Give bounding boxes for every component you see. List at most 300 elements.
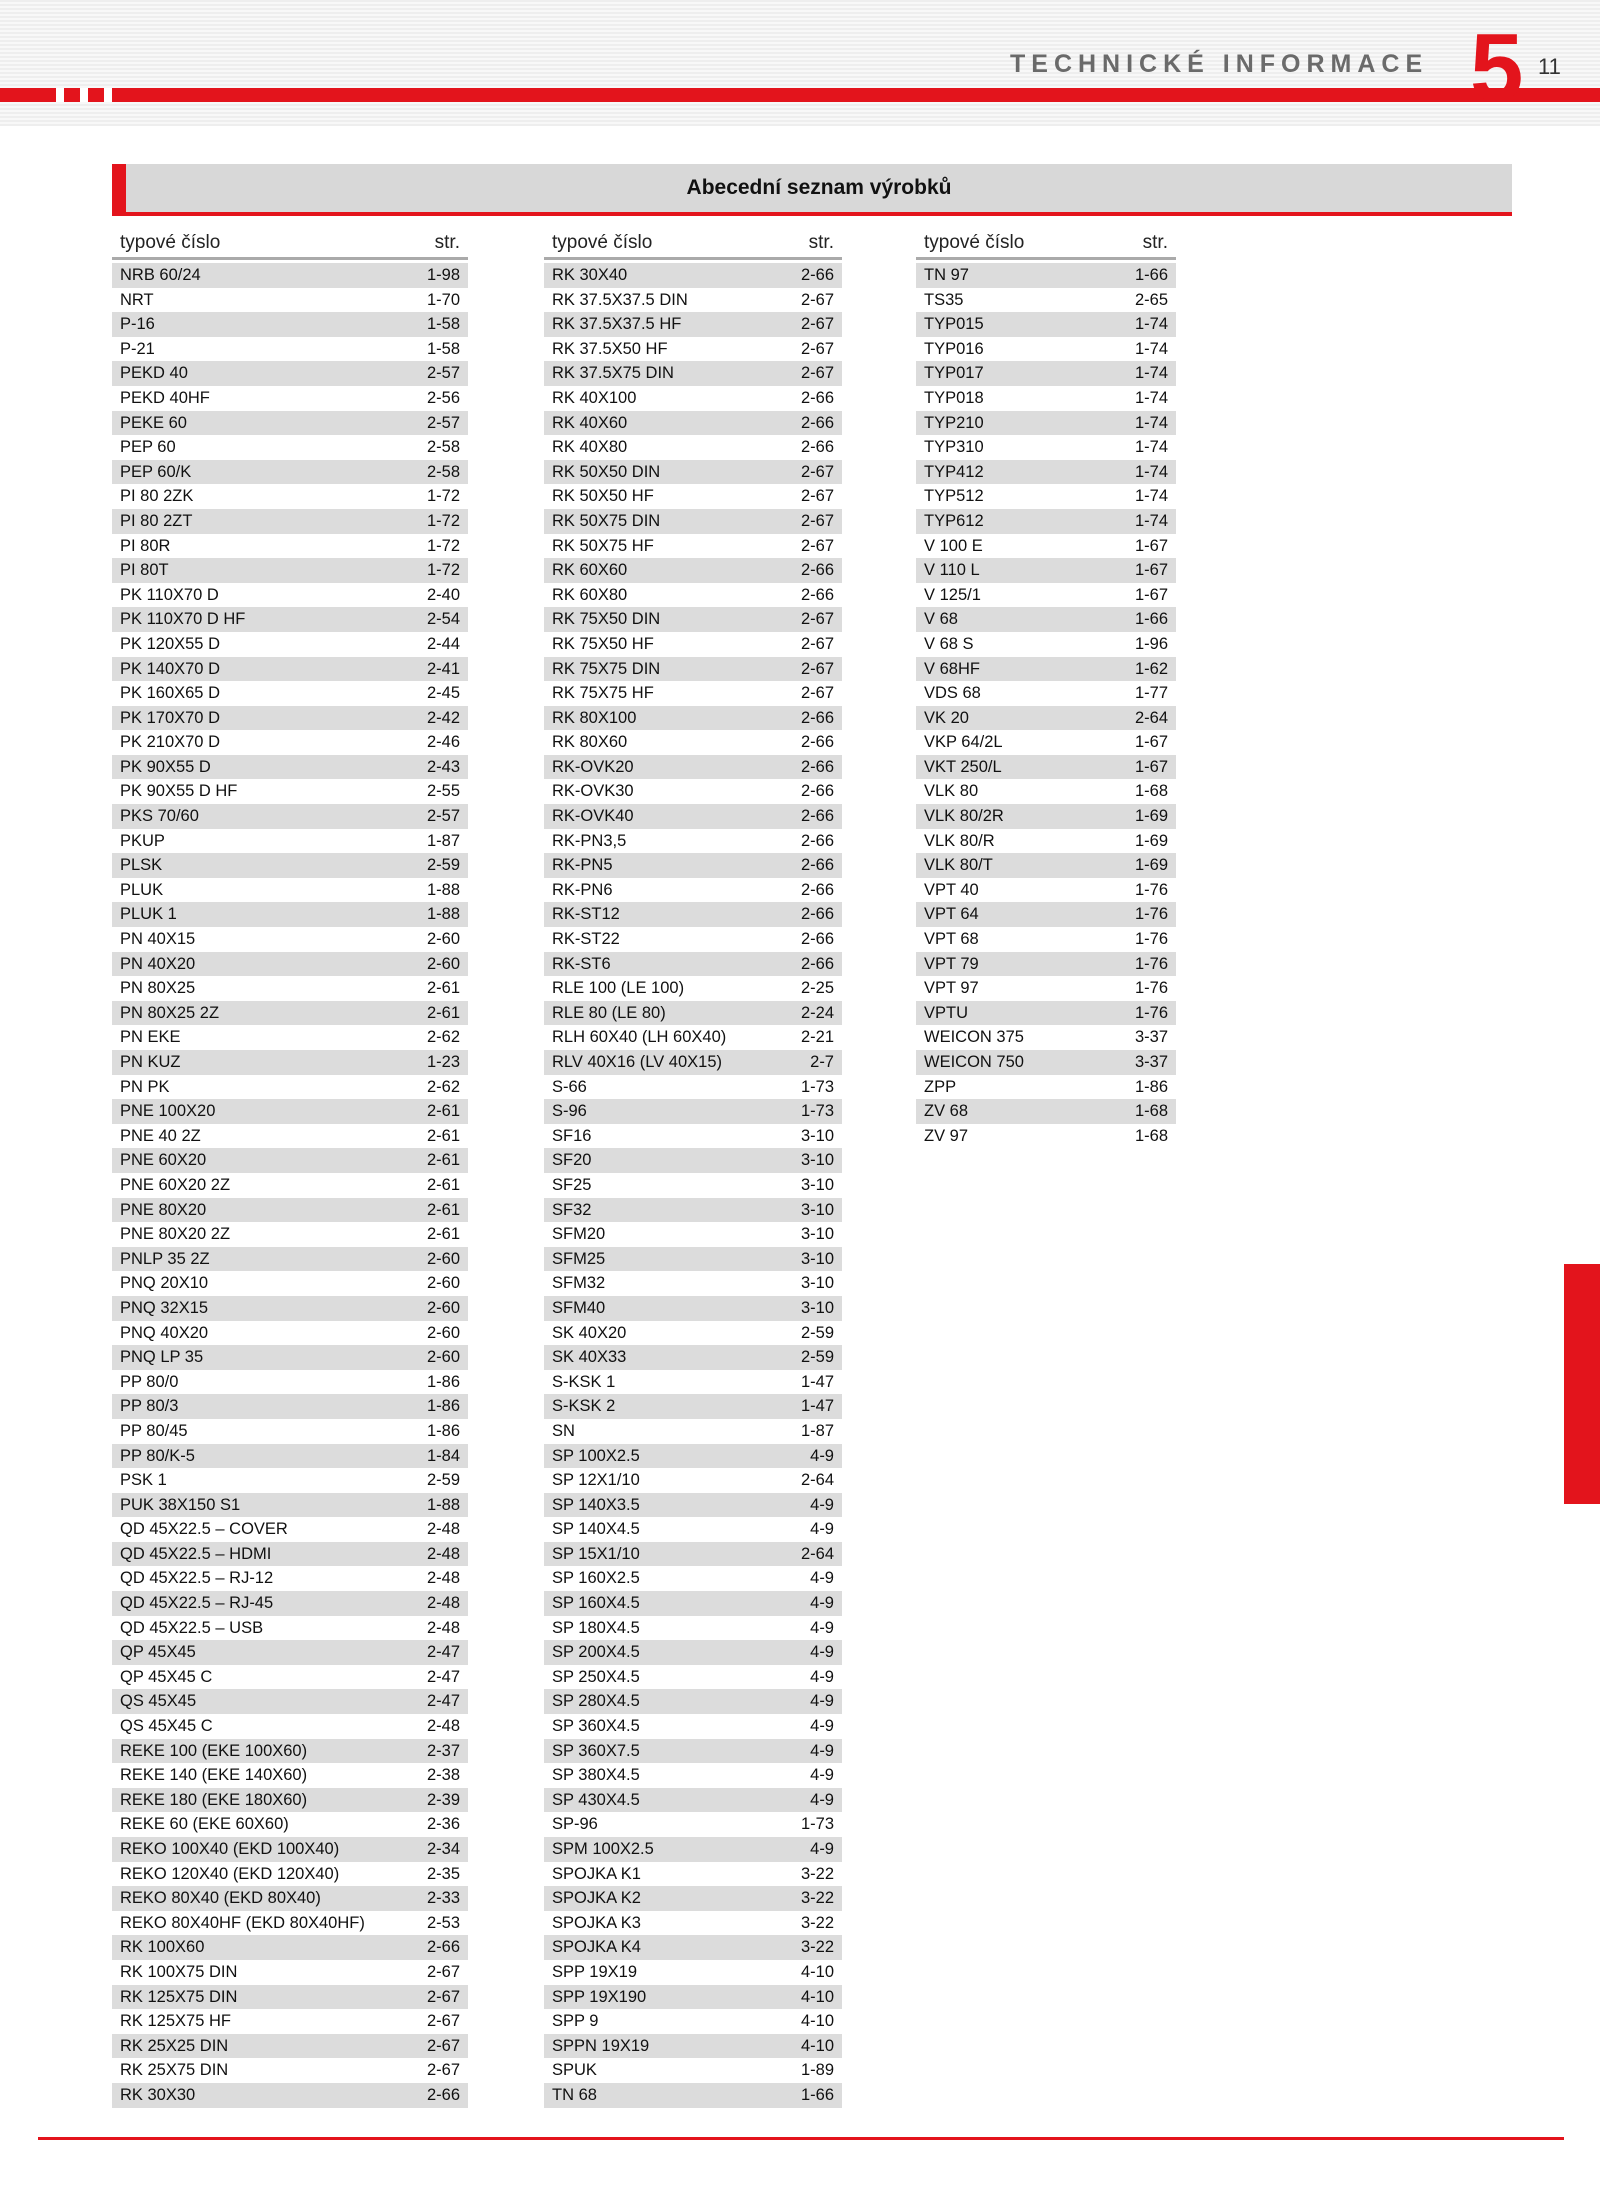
index-row: [544, 1665, 842, 1690]
index-row: [544, 1640, 842, 1665]
index-row: [544, 1198, 842, 1223]
page-ref: 3-37: [1134, 1053, 1168, 1071]
product-type: PK 120X55 D: [120, 634, 220, 653]
page-ref: 1-47: [800, 1397, 834, 1416]
index-row: [112, 361, 468, 386]
page-ref: 2-47: [426, 1667, 460, 1686]
product-type: PN 80X25 2Z: [120, 1003, 220, 1022]
column-header-name: typové číslo: [552, 232, 653, 253]
product-type: TYP017: [924, 364, 984, 383]
product-type: PUK 38X150 S1: [120, 1495, 241, 1514]
index-row: [112, 1566, 468, 1591]
index-row: [916, 361, 1176, 386]
page-ref: 1-74: [1134, 388, 1168, 407]
index-row: [544, 1099, 842, 1124]
page-ref: 2-67: [426, 1962, 460, 1981]
index-row: [916, 1124, 1176, 1149]
page-ref: 3-10: [800, 1225, 834, 1244]
page-ref: 1-96: [1134, 634, 1168, 653]
column-header: [916, 228, 1176, 260]
index-row: [916, 755, 1176, 780]
product-type: VKP 64/2L: [924, 733, 1003, 752]
page-ref: 1-74: [1134, 438, 1168, 457]
index-row: [544, 902, 842, 927]
product-type: PNE 100X20: [120, 1102, 216, 1121]
index-row: [544, 288, 842, 313]
product-type: PK 110X70 D HF: [120, 610, 246, 629]
page-ref: 2-7: [810, 1053, 834, 1071]
product-type: RK-ST12: [552, 905, 620, 924]
index-row: [544, 632, 842, 657]
product-type: SK 40X20: [552, 1323, 627, 1342]
index-row: [544, 1493, 842, 1518]
header-title: TECHNICKÉ INFORMACE: [1010, 50, 1429, 78]
page-ref: 1-67: [1134, 733, 1168, 752]
index-row: [112, 853, 468, 878]
page-ref: 2-61: [426, 1151, 460, 1170]
index-row: [544, 361, 842, 386]
index-row: [112, 312, 468, 337]
index-row: [112, 1862, 468, 1887]
index-row: [916, 460, 1176, 485]
page-ref: 2-44: [426, 634, 460, 653]
product-type: SP 100X2.5: [552, 1446, 640, 1465]
product-type: WEICON 375: [924, 1028, 1024, 1047]
page-ref: 1-74: [1134, 487, 1168, 506]
index-row: [112, 1640, 468, 1665]
page-ref: 2-67: [800, 634, 834, 653]
index-row: [544, 730, 842, 755]
index-row: [112, 263, 468, 288]
page-ref: 1-86: [426, 1421, 460, 1440]
product-type: RK-ST22: [552, 930, 620, 949]
product-type: VLK 80/T: [924, 856, 993, 875]
product-type: PNQ 32X15: [120, 1298, 209, 1317]
page-ref: 2-66: [426, 2085, 460, 2104]
index-row: [112, 1689, 468, 1714]
product-type: PEKE 60: [120, 413, 187, 432]
product-type: SP 160X2.5: [552, 1569, 640, 1588]
index-row: [544, 1222, 842, 1247]
product-type: QS 45X45 C: [120, 1717, 213, 1736]
product-type: SFM25: [552, 1249, 606, 1268]
page-ref: 2-42: [426, 708, 460, 727]
page-ref: 4-10: [800, 2012, 834, 2031]
product-type: SP 12X1/10: [552, 1471, 640, 1490]
page-ref: 1-88: [426, 905, 460, 924]
product-type: NRB 60/24: [120, 266, 201, 284]
page-ref: 2-64: [800, 1471, 834, 1490]
column-header-page: str.: [1142, 232, 1168, 253]
index-row: [544, 534, 842, 559]
page-ref: 1-66: [1134, 610, 1168, 629]
index-row: [112, 1124, 468, 1149]
index-row: [544, 1812, 842, 1837]
page-ref: 2-38: [426, 1766, 460, 1785]
product-type: PNQ LP 35: [120, 1348, 204, 1367]
product-type: REKE 60 (EKE 60X60): [120, 1815, 289, 1834]
index-row: [916, 1025, 1176, 1050]
page-ref: 1-76: [1134, 880, 1168, 899]
product-type: PI 80 2ZK: [120, 487, 194, 506]
index-row: [916, 632, 1176, 657]
page-ref: 2-46: [426, 733, 460, 752]
index-row: [112, 927, 468, 952]
product-type: QS 45X45: [120, 1692, 197, 1711]
product-type: PLUK 1: [120, 905, 177, 924]
page-ref: 2-66: [426, 1938, 460, 1957]
product-type: PI 80T: [120, 561, 169, 580]
index-row: [916, 509, 1176, 534]
page-ref: 2-41: [426, 659, 460, 678]
product-type: PN 80X25: [120, 979, 196, 998]
page-ref: 2-66: [800, 585, 834, 604]
page-ref: 1-74: [1134, 364, 1168, 383]
index-row: [112, 755, 468, 780]
page-ref: 2-67: [800, 315, 834, 334]
index-row: [544, 1271, 842, 1296]
page-ref: 2-61: [426, 1200, 460, 1219]
page-ref: 2-61: [426, 979, 460, 998]
page-ref: 2-55: [426, 782, 460, 801]
product-type: PKS 70/60: [120, 807, 199, 826]
product-type: RK 80X100: [552, 708, 637, 727]
page-ref: 1-67: [1134, 561, 1168, 580]
index-row: [544, 558, 842, 583]
index-row: [916, 1050, 1176, 1075]
product-type: PSK 1: [120, 1471, 167, 1490]
index-row: [112, 386, 468, 411]
product-type: SP 430X4.5: [552, 1790, 640, 1809]
index-row: [112, 1788, 468, 1813]
index-row: [112, 1591, 468, 1616]
index-row: [916, 878, 1176, 903]
product-type: RK 60X80: [552, 585, 628, 604]
column-header-page: str.: [808, 232, 834, 253]
page-ref: 1-72: [426, 487, 460, 506]
page-ref: 1-68: [1134, 1102, 1168, 1121]
product-type: PN 40X15: [120, 930, 196, 949]
product-type: RK-OVK40: [552, 807, 634, 826]
index-row: [112, 706, 468, 731]
index-row: [544, 681, 842, 706]
index-row: [916, 1001, 1176, 1026]
index-row: [112, 1345, 468, 1370]
page-ref: 2-57: [426, 364, 460, 383]
product-type: TYP210: [924, 413, 984, 432]
product-type: PI 80 2ZT: [120, 511, 193, 530]
index-row: [544, 1960, 842, 1985]
page-ref: 4-9: [810, 1766, 834, 1785]
index-row: [112, 1985, 468, 2010]
product-type: P-21: [120, 339, 155, 358]
product-type: PP 80/45: [120, 1421, 188, 1440]
index-row: [544, 706, 842, 731]
page-ref: 2-60: [426, 1323, 460, 1342]
index-row: [112, 878, 468, 903]
product-type: RLE 100 (LE 100): [552, 979, 685, 998]
index-row: [916, 484, 1176, 509]
page-ref: 2-53: [426, 1913, 460, 1932]
index-row: [916, 1075, 1176, 1100]
page-ref: 1-87: [800, 1421, 834, 1440]
page-ref: 2-64: [1134, 708, 1168, 727]
product-type: TN 68: [552, 2085, 597, 2104]
page-ref: 1-74: [1134, 511, 1168, 530]
page-ref: 1-70: [426, 290, 460, 309]
index-row: [544, 927, 842, 952]
page-ref: 1-98: [426, 266, 460, 284]
index-row: [544, 1886, 842, 1911]
page-ref: 1-88: [426, 1495, 460, 1514]
index-row: [112, 411, 468, 436]
page-ref: 1-88: [426, 880, 460, 899]
product-type: QP 45X45 C: [120, 1667, 213, 1686]
chapter-side-tab: [1564, 1264, 1600, 1504]
page-ref: 1-74: [1134, 315, 1168, 334]
page-ref: 2-66: [800, 733, 834, 752]
page-ref: 2-48: [426, 1594, 460, 1613]
product-type: SPP 19X19: [552, 1962, 638, 1981]
product-type: RK 75X75 HF: [552, 684, 654, 703]
page-ref: 1-74: [1134, 339, 1168, 358]
page-ref: 4-9: [810, 1569, 834, 1588]
page-ref: 1-86: [426, 1372, 460, 1391]
page-ref: 2-57: [426, 807, 460, 826]
index-row: [544, 779, 842, 804]
index-row: [112, 1542, 468, 1567]
index-row: [112, 952, 468, 977]
index-row: [112, 509, 468, 534]
product-type: V 125/1: [924, 585, 981, 604]
page-ref: 1-69: [1134, 831, 1168, 850]
product-type: VPT 64: [924, 905, 979, 924]
product-type: REKE 100 (EKE 100X60): [120, 1741, 308, 1760]
page-ref: 4-9: [810, 1741, 834, 1760]
product-type: PNQ 40X20: [120, 1323, 209, 1342]
index-row: [112, 1837, 468, 1862]
product-type: RK-ST6: [552, 954, 611, 973]
page-ref: 2-47: [426, 1692, 460, 1711]
index-row: [112, 460, 468, 485]
page-ref: 1-67: [1134, 536, 1168, 555]
page-ref: 4-9: [810, 1446, 834, 1465]
index-row: [112, 1173, 468, 1198]
page-ref: 3-10: [800, 1298, 834, 1317]
index-row: [112, 681, 468, 706]
page-ref: 1-89: [800, 2061, 834, 2080]
product-type: VPTU: [924, 1003, 969, 1022]
product-type: RK-PN5: [552, 856, 613, 875]
index-row: [544, 657, 842, 682]
page-ref: 2-59: [800, 1348, 834, 1367]
product-type: RK 50X50 DIN: [552, 462, 661, 481]
product-type: SP 140X3.5: [552, 1495, 640, 1514]
page-ref: 1-86: [1134, 1077, 1168, 1096]
page-ref: 2-54: [426, 610, 460, 629]
page-ref: 2-24: [800, 1003, 834, 1022]
product-type: RLE 80 (LE 80): [552, 1003, 666, 1022]
header-line-gap: [56, 88, 64, 102]
product-type: PNE 80X20 2Z: [120, 1225, 231, 1244]
product-type: P-16: [120, 315, 155, 334]
product-type: SPP 9: [552, 2012, 599, 2031]
page-ref: 2-61: [426, 1175, 460, 1194]
index-row: [544, 1862, 842, 1887]
product-type: PNE 60X20 2Z: [120, 1175, 231, 1194]
product-type: QD 45X22.5 – USB: [120, 1618, 264, 1637]
product-type: PK 160X65 D: [120, 684, 220, 703]
page-ref: 2-62: [426, 1077, 460, 1096]
page-ref: 2-37: [426, 1741, 460, 1760]
product-type: SPOJKA K1: [552, 1864, 641, 1883]
page-ref: 1-77: [1134, 684, 1168, 703]
index-row: [544, 411, 842, 436]
product-type: RK 125X75 HF: [120, 2012, 231, 2031]
page-ref: 2-66: [800, 782, 834, 801]
product-type: PNE 60X20: [120, 1151, 207, 1170]
index-row: [544, 1911, 842, 1936]
index-column-1: [112, 228, 468, 2108]
product-type: RK 75X75 DIN: [552, 659, 661, 678]
product-type: VPT 79: [924, 954, 979, 973]
index-row: [544, 878, 842, 903]
page-ref: 2-66: [800, 413, 834, 432]
page-ref: 2-66: [800, 831, 834, 850]
product-type: S-96: [552, 1102, 587, 1121]
product-type: PN EKE: [120, 1028, 181, 1047]
index-row: [916, 583, 1176, 608]
product-type: RK-PN6: [552, 880, 613, 899]
index-row: [544, 755, 842, 780]
index-row: [916, 435, 1176, 460]
page-ref: 2-66: [800, 856, 834, 875]
index-row: [112, 1321, 468, 1346]
page-ref: 1-76: [1134, 905, 1168, 924]
section-header-accent: [112, 164, 126, 216]
page-ref: 2-45: [426, 684, 460, 703]
index-row: [544, 804, 842, 829]
page-ref: 4-9: [810, 1790, 834, 1809]
page-ref: 3-22: [800, 1913, 834, 1932]
page-ref: 1-62: [1134, 659, 1168, 678]
product-type: RK 125X75 DIN: [120, 1987, 238, 2006]
page-ref: 4-9: [810, 1667, 834, 1686]
page-ref: 1-68: [1134, 1126, 1168, 1145]
page-ref: 2-61: [426, 1003, 460, 1022]
product-type: RK 37.5X50 HF: [552, 339, 668, 358]
product-type: QD 45X22.5 – RJ-45: [120, 1594, 274, 1613]
page-number: 11: [1538, 54, 1561, 79]
product-type: SFM32: [552, 1274, 606, 1293]
product-type: SF25: [552, 1175, 592, 1194]
product-type: SPM 100X2.5: [552, 1840, 654, 1858]
product-type: TYP015: [924, 315, 984, 334]
index-row: [544, 509, 842, 534]
product-type: PNE 40 2Z: [120, 1126, 201, 1145]
index-row: [112, 1296, 468, 1321]
page-ref: 4-9: [810, 1643, 834, 1662]
index-row: [916, 288, 1176, 313]
page-ref: 2-61: [426, 1126, 460, 1145]
product-type: SPPN 19X19: [552, 2036, 650, 2055]
page-ref: 2-59: [800, 1323, 834, 1342]
page-ref: 2-60: [426, 954, 460, 973]
page-ref: 2-58: [426, 462, 460, 481]
index-row: [112, 558, 468, 583]
index-row: [916, 312, 1176, 337]
page-ref: 4-9: [810, 1520, 834, 1539]
product-type: RK 100X75 DIN: [120, 1962, 238, 1981]
column-header: [544, 228, 842, 260]
index-row: [112, 976, 468, 1001]
page-ref: 2-67: [800, 659, 834, 678]
product-type: RK 37.5X75 DIN: [552, 364, 674, 383]
index-row: [544, 1788, 842, 1813]
page-ref: 2-66: [800, 266, 834, 284]
index-row: [916, 411, 1176, 436]
page-ref: 3-10: [800, 1249, 834, 1268]
index-row: [544, 1739, 842, 1764]
product-type: PN PK: [120, 1077, 170, 1096]
page-ref: 2-60: [426, 1298, 460, 1317]
product-type: ZPP: [924, 1077, 957, 1096]
page-ref: 3-22: [800, 1864, 834, 1883]
page-ref: 2-56: [426, 388, 460, 407]
index-column-3: [916, 228, 1176, 1148]
product-type: PP 80/K-5: [120, 1446, 195, 1465]
index-row: [916, 681, 1176, 706]
page-ref: 2-48: [426, 1520, 460, 1539]
product-type: PEP 60: [120, 438, 176, 457]
page-ref: 2-39: [426, 1790, 460, 1809]
page-ref: 2-25: [800, 979, 834, 998]
page-ref: 1-73: [800, 1102, 834, 1121]
page-ref: 2-67: [800, 339, 834, 358]
index-row: [544, 337, 842, 362]
page-ref: 1-74: [1134, 413, 1168, 432]
page-ref: 2-34: [426, 1840, 460, 1858]
product-type: RK 50X50 HF: [552, 487, 654, 506]
page-ref: 1-68: [1134, 782, 1168, 801]
index-rows: [112, 263, 468, 2108]
product-type: RK 37.5X37.5 HF: [552, 315, 682, 334]
product-type: PLSK: [120, 856, 163, 875]
page-ref: 3-10: [800, 1175, 834, 1194]
page-ref: 4-9: [810, 1840, 834, 1858]
index-row: [544, 1075, 842, 1100]
page-ref: 1-23: [426, 1053, 460, 1071]
page-ref: 2-60: [426, 1249, 460, 1268]
page-ref: 2-48: [426, 1717, 460, 1736]
index-row: [112, 435, 468, 460]
index-row: [544, 1394, 842, 1419]
product-type: VLK 80/R: [924, 831, 995, 850]
index-row: [112, 607, 468, 632]
product-type: TYP512: [924, 487, 984, 506]
index-row: [112, 583, 468, 608]
product-type: TYP612: [924, 511, 984, 530]
product-type: VLK 80: [924, 782, 979, 801]
index-row: [112, 1099, 468, 1124]
index-row: [916, 902, 1176, 927]
index-row: [544, 1689, 842, 1714]
index-row: [544, 1935, 842, 1960]
product-type: SPOJKA K2: [552, 1889, 641, 1908]
index-row: [544, 1247, 842, 1272]
page-ref: 3-10: [800, 1274, 834, 1293]
product-type: RK 40X60: [552, 413, 628, 432]
